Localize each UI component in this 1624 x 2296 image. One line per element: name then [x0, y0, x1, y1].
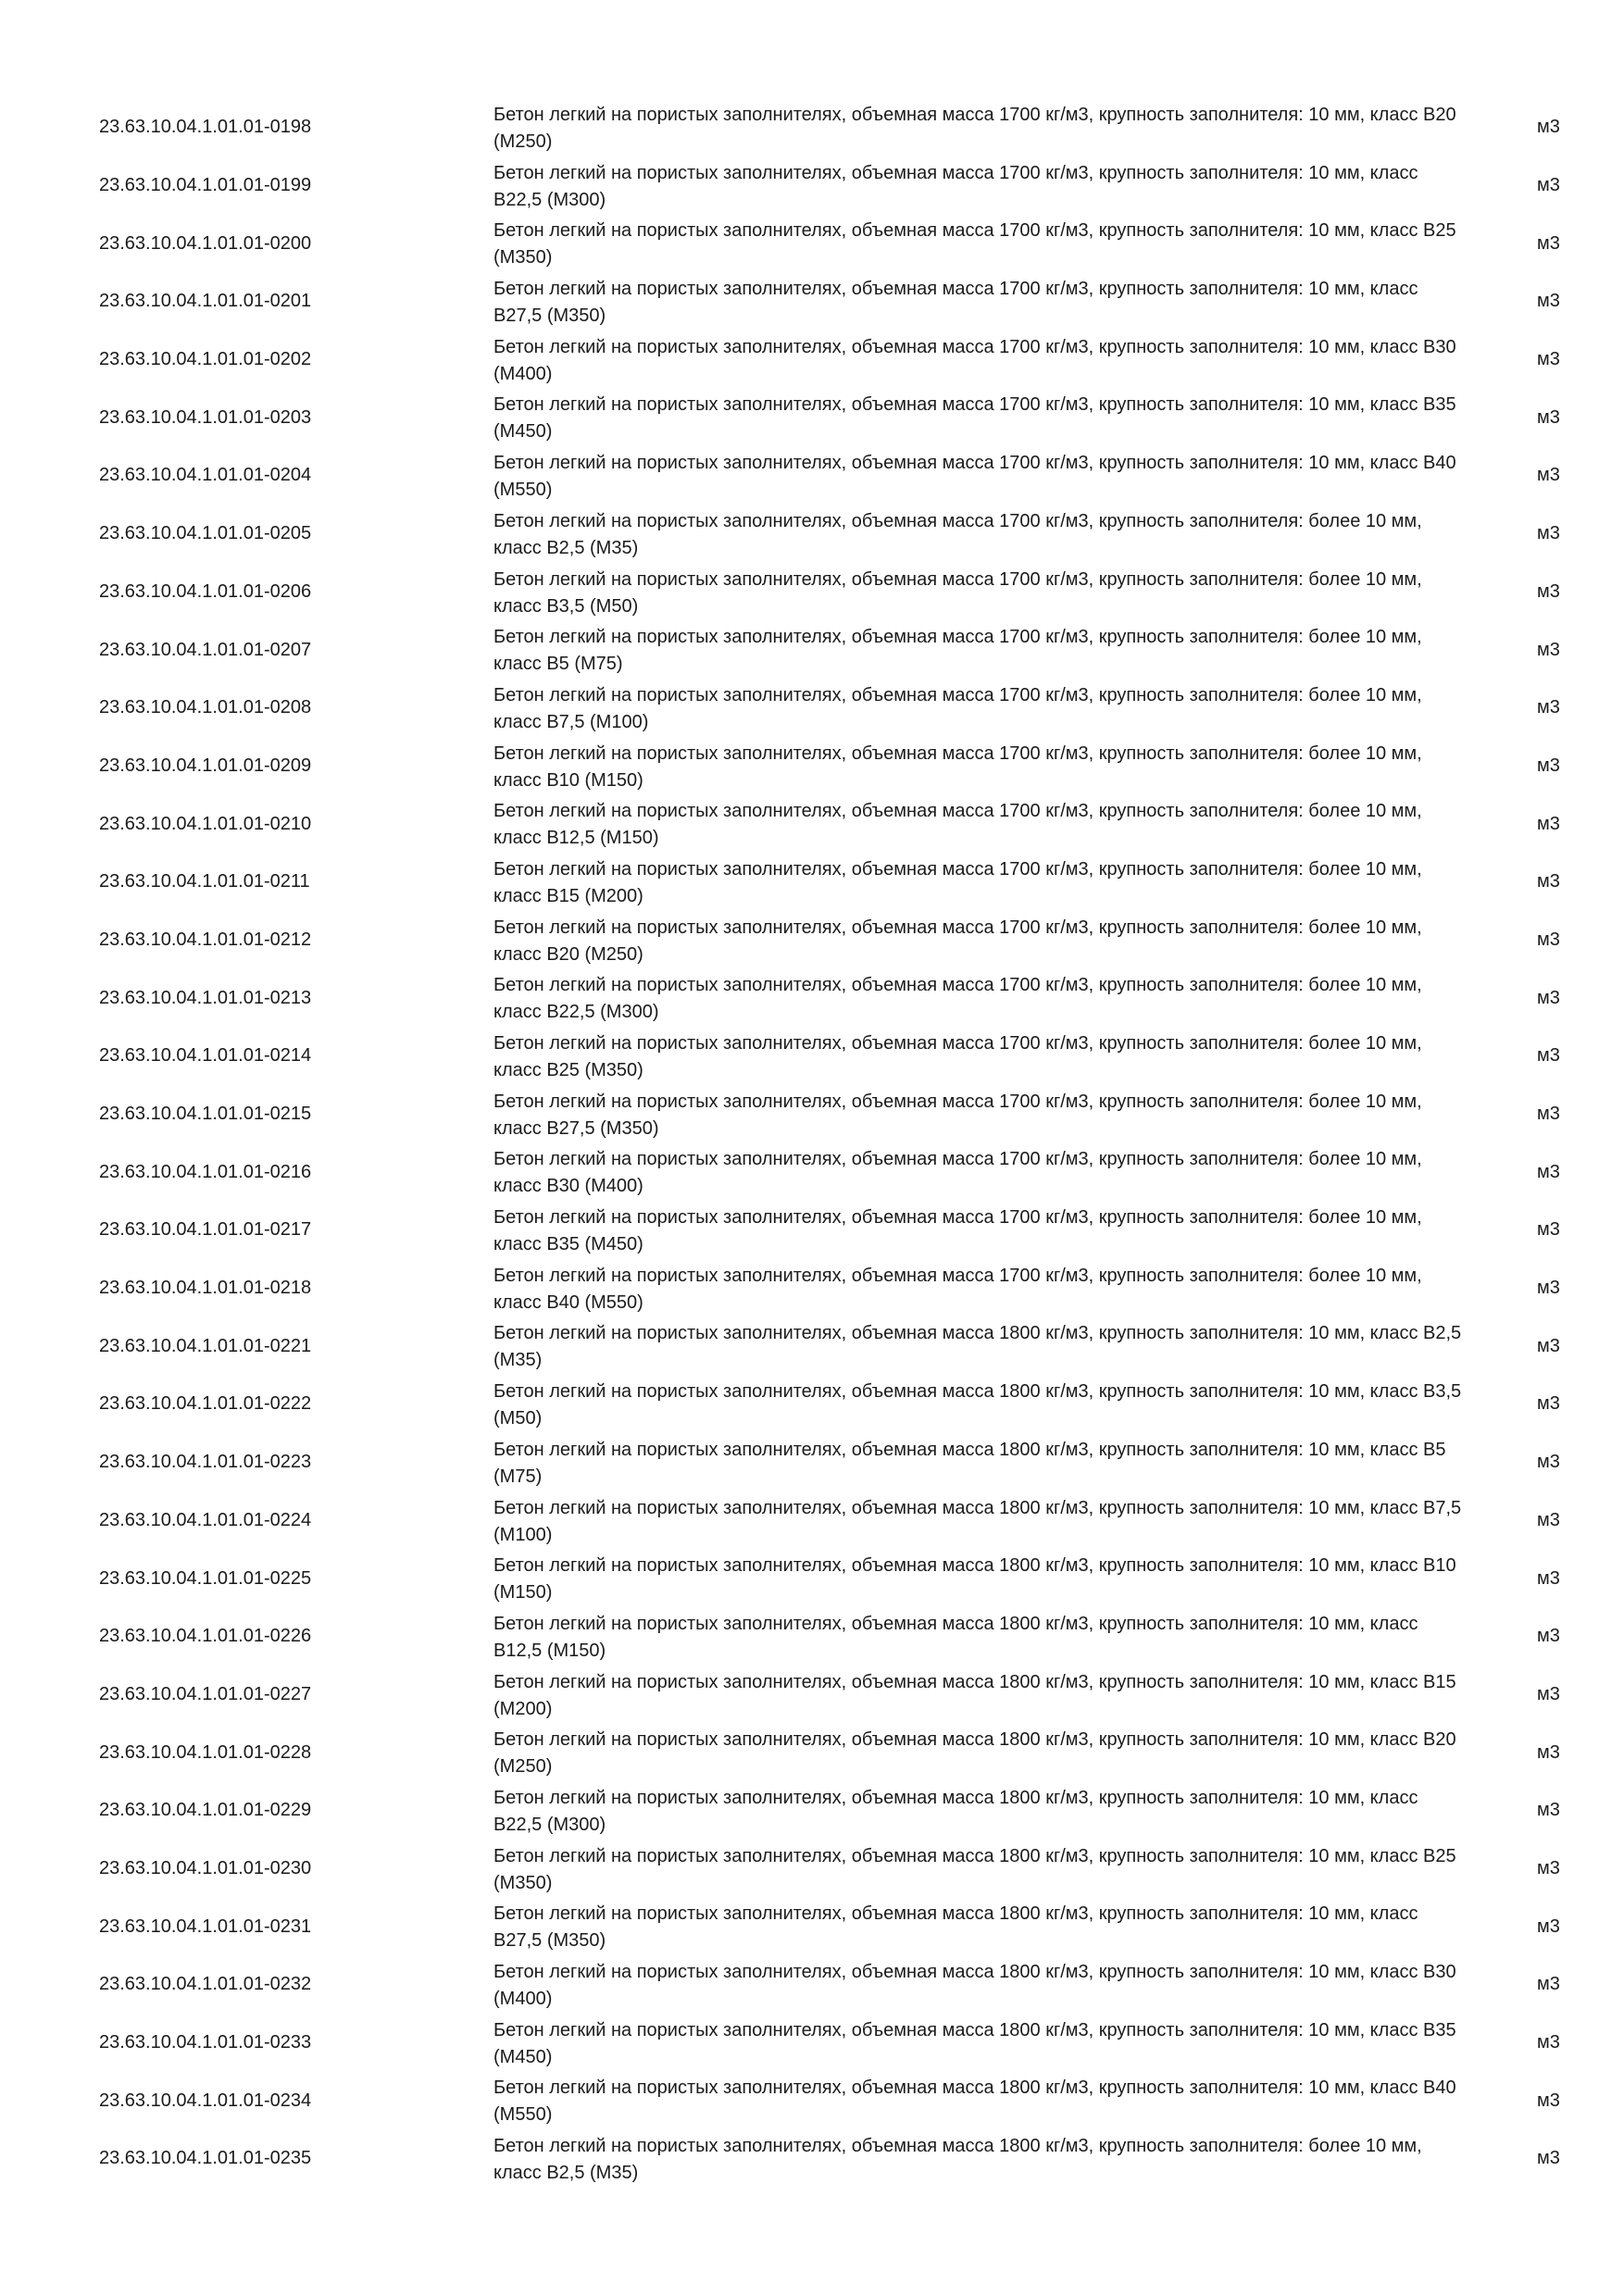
resource-code: 23.63.10.04.1.01.01-0232: [99, 1974, 312, 1995]
resource-unit: м3: [1537, 1161, 1560, 1182]
resource-unit: м3: [1537, 523, 1560, 544]
resource-unit: м3: [1537, 755, 1560, 776]
table-row: [0, 737, 1624, 795]
resource-code: 23.63.10.04.1.01.01-0223: [99, 1452, 312, 1473]
resource-name: Бетон легкий на пористых заполнителях, объемная масса 1700 кг/м3, крупность заполнителя: более 10 мм, класс В35 (М450): [493, 1207, 1422, 1255]
resource-name: Бетон легкий на пористых заполнителях, объемная масса 1700 кг/м3, крупность заполнителя: более 10 мм, класс В12,5 (М150): [493, 801, 1422, 849]
resource-name: Бетон легкий на пористых заполнителях, объемная масса 1800 кг/м3, крупность заполнителя: 10 мм, класс В10 (М150): [493, 1555, 1456, 1603]
resource-code: 23.63.10.04.1.01.01-0206: [99, 580, 312, 602]
table-row: [0, 1201, 1624, 1259]
resource-name: Бетон легкий на пористых заполнителях, объемная масса 1800 кг/м3, крупность заполнителя: 10 мм, класс В5 (М75): [493, 1439, 1446, 1487]
table-row: [0, 1316, 1624, 1375]
table-row: [0, 214, 1624, 272]
resource-code: 23.63.10.04.1.01.01-0205: [99, 523, 312, 544]
resource-unit: м3: [1537, 1045, 1560, 1067]
resource-unit: м3: [1537, 1452, 1560, 1473]
resource-unit: м3: [1537, 465, 1560, 486]
resource-unit: м3: [1537, 1857, 1560, 1878]
resource-name: Бетон легкий на пористых заполнителях, объемная масса 1700 кг/м3, крупность заполнителя: 10 мм, класс В35 (М450): [493, 394, 1456, 443]
resource-unit: м3: [1537, 1335, 1560, 1356]
table-row: [0, 679, 1624, 737]
table-row: [0, 156, 1624, 215]
resource-code: 23.63.10.04.1.01.01-0204: [99, 465, 312, 486]
resource-code: 23.63.10.04.1.01.01-0207: [99, 639, 312, 660]
resource-unit: м3: [1537, 1626, 1560, 1647]
resource-code: 23.63.10.04.1.01.01-0203: [99, 406, 312, 428]
resource-code: 23.63.10.04.1.01.01-0215: [99, 1104, 312, 1125]
resource-name: Бетон легкий на пористых заполнителях, объемная масса 1700 кг/м3, крупность заполнителя: 10 мм, класс В20 (М250): [493, 105, 1456, 152]
table-row: [0, 446, 1624, 505]
table-row: [0, 1723, 1624, 1781]
table-row: [0, 388, 1624, 446]
table-row: [0, 1781, 1624, 1840]
resource-code: 23.63.10.04.1.01.01-0234: [99, 2090, 312, 2111]
resource-code: 23.63.10.04.1.01.01-0226: [99, 1626, 312, 1647]
table-row: [0, 563, 1624, 621]
resource-name: Бетон легкий на пористых заполнителях, объемная масса 1700 кг/м3, крупность заполнителя: более 10 мм, класс В30 (М400): [493, 1149, 1422, 1197]
table-row: [0, 1897, 1624, 1955]
resource-name: Бетон легкий на пористых заполнителях, объемная масса 1700 кг/м3, крупность заполнителя: более 10 мм, класс В22,5 (М300): [493, 975, 1422, 1023]
resource-unit: м3: [1537, 813, 1560, 834]
resource-name: Бетон легкий на пористых заполнителях, объемная масса 1700 кг/м3, крупность заполнителя: 10 мм, класс В25 (М350): [493, 220, 1456, 268]
table-row: [0, 2129, 1624, 2188]
resource-unit: м3: [1537, 232, 1560, 254]
resource-name: Бетон легкий на пористых заполнителях, объемная масса 1800 кг/м3, крупность заполнителя: 10 мм, класс В20 (М250): [493, 1729, 1456, 1778]
resource-unit: м3: [1537, 2090, 1560, 2111]
table-row: [0, 2014, 1624, 2072]
table-row: [0, 1375, 1624, 1433]
resource-name: Бетон легкий на пористых заполнителях, объемная масса 1700 кг/м3, крупность заполнителя: более 10 мм, класс В40 (М550): [493, 1265, 1422, 1313]
resource-code: 23.63.10.04.1.01.01-0202: [99, 349, 312, 370]
resource-code: 23.63.10.04.1.01.01-0229: [99, 1800, 312, 1821]
table-row: [0, 1666, 1624, 1724]
resource-unit: м3: [1537, 1509, 1560, 1530]
resource-code: 23.63.10.04.1.01.01-0233: [99, 2032, 312, 2053]
resource-name: Бетон легкий на пористых заполнителях, объемная масса 1800 кг/м3, крупность заполнителя: 10 мм, класс В22,5 (М300): [493, 1787, 1418, 1835]
table-row: [0, 1433, 1624, 1491]
table-row: [0, 1027, 1624, 1085]
resource-unit: м3: [1537, 1683, 1560, 1704]
resource-unit: м3: [1537, 1741, 1560, 1763]
resource-code: 23.63.10.04.1.01.01-0214: [99, 1045, 312, 1067]
resource-name: Бетон легкий на пористых заполнителях, объемная масса 1800 кг/м3, крупность заполнителя: 10 мм, класс В15 (М200): [493, 1671, 1456, 1719]
table-row: [0, 331, 1624, 389]
resource-name: Бетон легкий на пористых заполнителях, объемная масса 1800 кг/м3, крупность заполнителя: 10 мм, класс В7,5 (М100): [493, 1497, 1462, 1545]
resource-name: Бетон легкий на пористых заполнителях, объемная масса 1800 кг/м3, крупность заполнителя: 10 мм, класс В25 (М350): [493, 1845, 1456, 1893]
resource-name: Бетон легкий на пористых заполнителях, объемная масса 1700 кг/м3, крупность заполнителя: более 10 мм, класс В27,5 (М350): [493, 1091, 1422, 1139]
table-row: [0, 98, 1624, 156]
resource-name: Бетон легкий на пористых заполнителях, объемная масса 1700 кг/м3, крупность заполнителя: более 10 мм, класс В3,5 (М50): [493, 568, 1422, 617]
table-row: [0, 853, 1624, 911]
table-row: [0, 1955, 1624, 2014]
resource-name: Бетон легкий на пористых заполнителях, объемная масса 1700 кг/м3, крупность заполнителя: 10 мм, класс В40 (М550): [493, 453, 1456, 501]
table-row: [0, 2071, 1624, 2129]
resource-name: Бетон легкий на пористых заполнителях, объемная масса 1700 кг/м3, крупность заполнителя: 10 мм, класс В22,5 (М300): [493, 162, 1418, 210]
resource-unit: м3: [1537, 987, 1560, 1008]
resource-name: Бетон легкий на пористых заполнителях, объемная масса 1700 кг/м3, крупность заполнителя: более 10 мм, класс В25 (М350): [493, 1033, 1422, 1080]
resource-unit: м3: [1537, 1974, 1560, 1995]
resource-code: 23.63.10.04.1.01.01-0200: [99, 232, 312, 254]
resource-unit: м3: [1537, 349, 1560, 370]
resource-name: Бетон легкий на пористых заполнителях, объемная масса 1800 кг/м3, крупность заполнителя: 10 мм, класс В2,5 (М35): [493, 1323, 1462, 1371]
resource-unit: м3: [1537, 2148, 1560, 2169]
table-row: [0, 794, 1624, 853]
resource-unit: м3: [1537, 871, 1560, 892]
resource-name: Бетон легкий на пористых заполнителях, объемная масса 1800 кг/м3, крупность заполнителя: 10 мм, класс В12,5 (М150): [493, 1613, 1418, 1661]
table-row: [0, 620, 1624, 679]
resource-code: 23.63.10.04.1.01.01-0208: [99, 697, 312, 718]
resource-code: 23.63.10.04.1.01.01-0211: [99, 871, 310, 892]
resource-name: Бетон легкий на пористых заполнителях, объемная масса 1700 кг/м3, крупность заполнителя: более 10 мм, класс В10 (М150): [493, 742, 1422, 791]
resource-code: 23.63.10.04.1.01.01-0228: [99, 1741, 312, 1763]
resource-unit: м3: [1537, 1219, 1560, 1241]
resource-name: Бетон легкий на пористых заполнителях, объемная масса 1800 кг/м3, крупность заполнителя: более 10 мм, класс В2,5 (М35): [493, 2136, 1422, 2184]
table-row: [0, 1142, 1624, 1201]
resource-code: 23.63.10.04.1.01.01-0222: [99, 1393, 312, 1415]
table-row: [0, 1607, 1624, 1666]
table-row: [0, 1840, 1624, 1898]
resource-name: Бетон легкий на пористых заполнителях, объемная масса 1800 кг/м3, крупность заполнителя: 10 мм, класс В35 (М450): [493, 2019, 1456, 2067]
resource-name: Бетон легкий на пористых заполнителях, объемная масса 1700 кг/м3, крупность заполнителя: более 10 мм, класс В7,5 (М100): [493, 684, 1422, 732]
resource-name: Бетон легкий на пористых заполнителях, объемная масса 1700 кг/м3, крупность заполнителя: более 10 мм, класс В5 (М75): [493, 627, 1422, 675]
resource-code: 23.63.10.04.1.01.01-0225: [99, 1567, 312, 1589]
table-row: [0, 1549, 1624, 1607]
resource-code: 23.63.10.04.1.01.01-0212: [99, 929, 312, 950]
resource-name: Бетон легкий на пористых заполнителях, объемная масса 1800 кг/м3, крупность заполнителя: 10 мм, класс В3,5 (М50): [493, 1381, 1462, 1429]
resource-unit: м3: [1537, 406, 1560, 428]
resource-code: 23.63.10.04.1.01.01-0231: [99, 1915, 312, 1937]
resource-unit: м3: [1537, 1278, 1560, 1299]
resource-unit: м3: [1537, 639, 1560, 660]
resource-code: 23.63.10.04.1.01.01-0216: [99, 1161, 312, 1182]
resource-code: 23.63.10.04.1.01.01-0213: [99, 987, 312, 1008]
resource-code: 23.63.10.04.1.01.01-0198: [99, 117, 312, 138]
resource-name: Бетон легкий на пористых заполнителях, объемная масса 1700 кг/м3, крупность заполнителя: более 10 мм, класс В15 (М200): [493, 858, 1422, 906]
resource-name: Бетон легкий на пористых заполнителях, объемная масса 1700 кг/м3, крупность заполнителя: 10 мм, класс В27,5 (М350): [493, 279, 1418, 327]
resource-name: Бетон легкий на пористых заполнителях, объемная масса 1700 кг/м3, крупность заполнителя: более 10 мм, класс В2,5 (М35): [493, 510, 1422, 558]
resource-unit: м3: [1537, 2032, 1560, 2053]
resource-code: 23.63.10.04.1.01.01-0218: [99, 1278, 312, 1299]
resource-name: Бетон легкий на пористых заполнителях, объемная масса 1700 кг/м3, крупность заполнителя: 10 мм, класс В30 (М400): [493, 336, 1456, 384]
resource-unit: м3: [1537, 929, 1560, 950]
resource-name: Бетон легкий на пористых заполнителях, объемная масса 1800 кг/м3, крупность заполнителя: 10 мм, класс В40 (М550): [493, 2078, 1456, 2126]
resource-table: [0, 98, 1624, 2188]
resource-unit: м3: [1537, 1800, 1560, 1821]
table-row: [0, 1085, 1624, 1143]
resource-name: Бетон легкий на пористых заполнителях, объемная масса 1700 кг/м3, крупность заполнителя: более 10 мм, класс В20 (М250): [493, 917, 1422, 965]
table-row: [0, 1491, 1624, 1550]
table-row: [0, 911, 1624, 969]
resource-code: 23.63.10.04.1.01.01-0210: [99, 813, 312, 834]
resource-code: 23.63.10.04.1.01.01-0199: [99, 175, 312, 196]
resource-unit: м3: [1537, 175, 1560, 196]
resource-name: Бетон легкий на пористых заполнителях, объемная масса 1800 кг/м3, крупность заполнителя: 10 мм, класс В30 (М400): [493, 1962, 1456, 2009]
resource-code: 23.63.10.04.1.01.01-0224: [99, 1509, 312, 1530]
resource-unit: м3: [1537, 1567, 1560, 1589]
resource-name: Бетон легкий на пористых заполнителях, объемная масса 1800 кг/м3, крупность заполнителя: 10 мм, класс В27,5 (М350): [493, 1903, 1418, 1952]
resource-unit: м3: [1537, 1104, 1560, 1125]
resource-code: 23.63.10.04.1.01.01-0235: [99, 2148, 312, 2169]
resource-unit: м3: [1537, 1915, 1560, 1937]
resource-unit: м3: [1537, 291, 1560, 312]
table-row: [0, 272, 1624, 331]
resource-unit: м3: [1537, 580, 1560, 602]
table-row: [0, 505, 1624, 563]
resource-unit: м3: [1537, 117, 1560, 138]
resource-code: 23.63.10.04.1.01.01-0201: [99, 291, 312, 312]
table-row: [0, 968, 1624, 1027]
resource-code: 23.63.10.04.1.01.01-0217: [99, 1219, 312, 1241]
table-row: [0, 1259, 1624, 1317]
resource-code: 23.63.10.04.1.01.01-0209: [99, 755, 312, 776]
resource-code: 23.63.10.04.1.01.01-0230: [99, 1857, 312, 1878]
resource-unit: м3: [1537, 1393, 1560, 1415]
resource-unit: м3: [1537, 697, 1560, 718]
resource-code: 23.63.10.04.1.01.01-0227: [99, 1683, 312, 1704]
resource-code: 23.63.10.04.1.01.01-0221: [99, 1335, 312, 1356]
